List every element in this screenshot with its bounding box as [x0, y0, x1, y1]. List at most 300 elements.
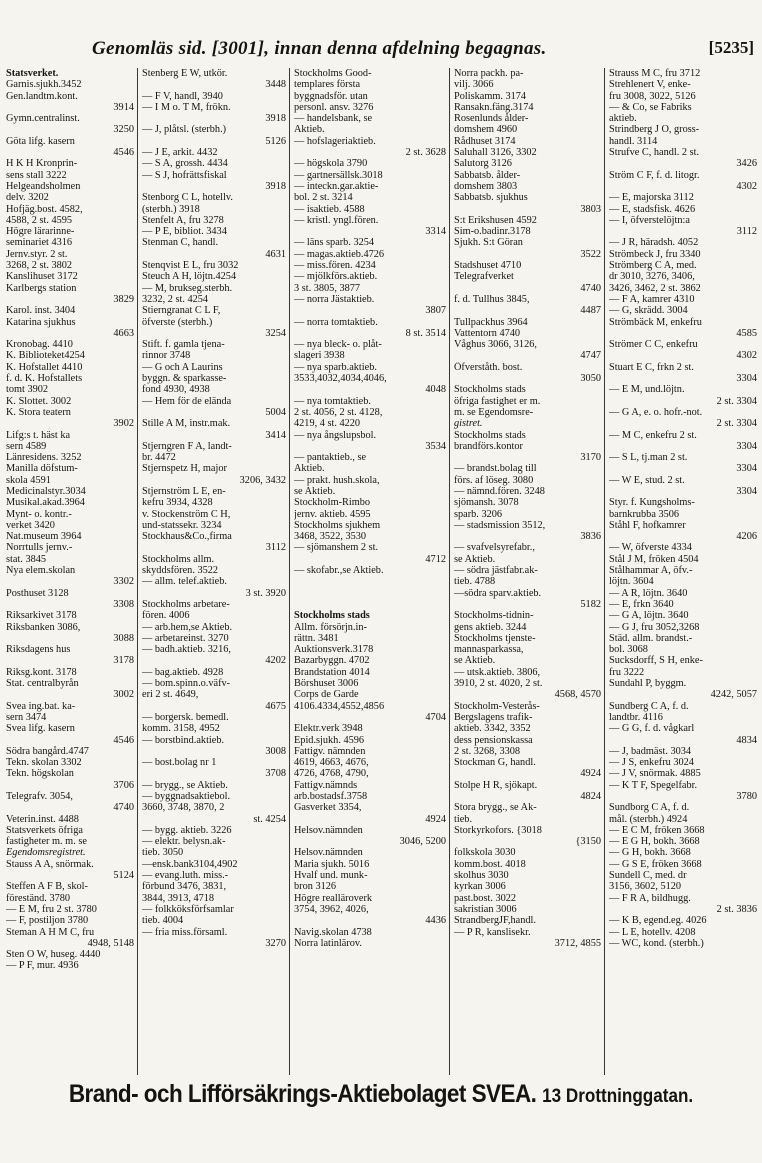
directory-entry-line: Hvalf und. munk- [294, 870, 368, 882]
directory-entry-line: Epid.sjukh. 4596 [294, 734, 365, 746]
directory-entry-line: Mynt- o. kontr.- [6, 508, 72, 520]
directory-entry-line: 4948, 5148 [87, 937, 134, 949]
directory-entry-line: Öfverståth. bost. [454, 361, 523, 373]
directory-entry-line: 4568, 4570 [554, 689, 601, 701]
directory-entry-line: gens aktieb. 3244 [454, 621, 527, 633]
directory-entry-line: — G A, e. o. hofr.-not. [609, 406, 703, 418]
directory-entry-line: Gen.landtm.kont. [6, 90, 78, 102]
directory-entry-line: — norra Jästaktieb. [294, 293, 375, 305]
directory-entry-line: 3836 [580, 531, 601, 543]
directory-entry-line: bol. 2 st. 3214 [294, 192, 353, 204]
directory-entry-line: br. 4472 [142, 452, 176, 464]
directory-entry-line: — F, postiljon 3780 [6, 915, 89, 927]
directory-entry-line: 4834 [736, 734, 757, 746]
directory-entry-line: Stift. f. gamla tjena- [142, 339, 225, 351]
directory-entry-line: förs. af löseg. 3080 [454, 474, 534, 486]
directory-entry-line: Rosenlunds ålder- [454, 113, 529, 125]
directory-entry-line: Maria sjukh. 5016 [294, 858, 370, 870]
directory-entry-line: 3250 [113, 124, 134, 136]
directory-entry-line: stat. 3845 [6, 553, 47, 565]
directory-entry-line: Stenberg E W, utkör. [142, 68, 228, 79]
directory-entry-line: — gartnersällsk.3018 [294, 169, 383, 181]
directory-entry-line: 3170 [580, 452, 601, 464]
directory-entry-line: 4712 [425, 553, 446, 565]
directory-entry-line: 3304 [736, 373, 757, 385]
directory-entry-line: Vattentorn 4740 [454, 327, 521, 339]
directory-entry-line: dess pensionskassa [454, 734, 533, 746]
directory-entry-line: kefru 3934, 4328 [142, 497, 213, 509]
directory-entry-line: Stierngranat C L F, [142, 305, 221, 317]
directory-entry-line: tomt 3902 [6, 384, 49, 396]
directory-entry-line: 3002 [113, 689, 134, 701]
directory-entry-line: 2 st. 4056, 2 st. 4128, [294, 406, 383, 418]
directory-entry-line: 2 st. 3304 [716, 395, 757, 407]
directory-entry-line: Stjernspetz H, major [142, 463, 227, 475]
directory-entry-line: — I, öfverstelöjtn:a [609, 214, 690, 226]
directory-entry-line: — G och A Laurins [142, 361, 223, 373]
directory-entry-line: — bost.bolag nr 1 [142, 757, 217, 769]
directory-entry-line: komm.bost. 4018 [454, 858, 526, 870]
directory-column-3 [290, 68, 450, 1075]
directory-entry-line: — stadsmission 3512, [454, 519, 546, 531]
directory-entry-line: — P R, kanslisekr. [454, 926, 531, 938]
directory-entry-line: — E, frkn 3640 [609, 598, 674, 610]
directory-entry-line: Stockman G, handl. [454, 757, 536, 769]
directory-entry-line: — M, brukseg.sterbh. [142, 282, 233, 294]
directory-entry-line: — sjömanshem 2 st. [294, 542, 379, 554]
directory-entry-line: 3414 [265, 429, 286, 441]
directory-entry-line: domshem 3803 [454, 180, 518, 192]
directory-entry-line: personl. ansv. 3276 [294, 101, 374, 113]
directory-entry-line: — E M, fru 2 st. 3780 [6, 903, 97, 915]
directory-entry-line: 2 st. 3836 [716, 903, 757, 915]
directory-entry-line: — S L, tj.man 2 st. [609, 452, 688, 464]
directory-entry-line: — M C, enkefru 2 st. [609, 429, 697, 441]
directory-entry-line: vilj. 3066 [454, 79, 494, 91]
directory-entry-line: Sim-o.badinr.3178 [454, 226, 531, 238]
directory-entry-line: Strömberg C A, med. [609, 260, 697, 272]
directory-entry-line: — evang.luth. miss.- [142, 870, 229, 882]
directory-entry-line: Stuart E C, frkn 2 st. [609, 361, 694, 373]
directory-entry-line: seminariet 4316 [6, 237, 73, 249]
directory-entry-line: fru 3008, 3022, 5126 [609, 90, 696, 102]
directory-entry-line: — bag.aktieb. 4928 [142, 666, 224, 678]
directory-column-4 [450, 68, 605, 1075]
directory-entry-line: Sundell C, med. dr [609, 870, 687, 882]
directory-entry-line: — E M, und.löjtn. [609, 384, 685, 396]
directory-entry-line: 5124 [113, 870, 134, 882]
directory-entry-line: Telegrafv. 3054, [6, 791, 73, 802]
directory-entry-line: — A R, löjtn. 3640 [609, 587, 688, 599]
directory-entry-line: Stålhammar A, öfv.- [609, 565, 693, 577]
directory-entry-line: Tekn. högskolan [6, 768, 74, 780]
directory-entry-line: — brandst.bolag till [454, 463, 537, 475]
directory-entry-line: — E C M, fröken 3668 [609, 824, 705, 836]
directory-entry-line: — J R, häradsh. 4052 [609, 237, 699, 249]
directory-entry-line: 3008 [265, 745, 286, 757]
directory-entry-line: 3112 [265, 542, 286, 554]
directory-entry-line: tieb. [454, 813, 473, 825]
directory-entry-line: 4206 [736, 531, 757, 543]
directory-entry-line: Norra packh. pa- [454, 68, 524, 79]
directory-entry-line: 4619, 4663, 4676, [294, 757, 369, 769]
directory-entry-line: 4631 [265, 248, 286, 260]
directory-entry-line: — handelsbank, se [294, 113, 373, 125]
directory-entry-line: — isaktieb. 4588 [294, 203, 365, 215]
directory-entry-line: 3232, 2 st. 4254 [142, 293, 209, 305]
directory-entry-line: tieb. 3050 [142, 847, 184, 859]
directory-entry-line: 3088 [113, 632, 134, 644]
directory-entry-line: K. Slottet. 3002 [6, 395, 72, 407]
directory-entry-line: Storkyrkofors. {3018 [454, 824, 542, 836]
directory-entry-line: K. Biblioteket4254 [6, 350, 85, 362]
directory-entry-line: 3522 [580, 248, 601, 260]
directory-entry-line: Stockholm-Rimbo [294, 497, 371, 509]
directory-entry-line: Katarina sjukhus [6, 316, 76, 328]
directory-entry-line: Strauss M C, fru 3712 [609, 68, 701, 79]
directory-entry-line: Salutorg 3126 [454, 158, 512, 170]
directory-entry-line: 4106.4334,4552,4856 [294, 700, 385, 712]
directory-entry-line: — borgersk. bemedl. [142, 711, 229, 723]
directory-entry-line: Riksarkivet 3178 [6, 610, 77, 622]
directory-entry-line: Rådhuset 3174 [454, 135, 516, 147]
directory-entry-line: Ransakn.fäng.3174 [454, 101, 534, 113]
directory-entry-line: — G S E, fröken 3668 [609, 858, 702, 870]
directory-entry-line: 3304 [736, 440, 757, 452]
directory-column-5 [605, 68, 760, 1075]
directory-entry-line: 4824 [580, 791, 601, 802]
directory-entry-line: Högre lärarinne- [6, 226, 75, 238]
directory-entry-line: — F V, handl, 3940 [142, 90, 223, 102]
directory-entry-line: Elektr.verk 3948 [294, 723, 363, 735]
directory-entry-line: Gasverket 3354, [294, 802, 362, 814]
directory-entry-line: gistret. [454, 418, 483, 430]
directory-entry-line: Navig.skolan 4738 [294, 926, 372, 938]
directory-entry-line: 3050 [580, 373, 601, 385]
directory-entry-line: skola 4591 [6, 474, 51, 486]
directory-entry-line: 3712, 4855 [554, 937, 601, 949]
directory-entry-line: templares första [294, 79, 361, 91]
directory-entry-line: Stjerngren F A, landt- [142, 440, 232, 452]
directory-entry-line: Strindberg J O, gross- [609, 124, 700, 136]
directory-entry-line: Aktieb. [294, 124, 325, 136]
directory-entry-line: Fattigv. nämnden [294, 745, 366, 757]
directory-entry-line: — arbetareinst. 3270 [142, 632, 229, 644]
directory-entry-line: 3807 [425, 305, 446, 317]
directory-entry-line: K. Stora teatern [6, 406, 71, 418]
directory-entry-line: jernv. aktieb. 4595 [294, 508, 371, 520]
directory-entry-line: 5182 [580, 598, 601, 610]
directory-entry-line: 3206, 3432 [239, 474, 286, 486]
directory-entry-line: bron 3126 [294, 881, 337, 893]
directory-entry-line: 3910, 2 st. 4020, 2 st. [454, 678, 543, 690]
directory-entry-line: 4436 [425, 915, 446, 927]
directory-entry-line: 3302 [113, 576, 134, 588]
directory-entry-line: Musikal.akad.3964 [6, 497, 85, 509]
directory-entry-line: skolhus 3030 [454, 870, 509, 882]
directory-entry-line: Medicinalstyr.3034 [6, 485, 86, 497]
directory-entry-line: Karol. inst. 3404 [6, 305, 76, 317]
directory-entry-line: f. d. K. Hofstallets [6, 373, 83, 385]
directory-entry-line: Aktieb. [294, 463, 325, 475]
directory-entry-line: Sundberg C A, f. d. [609, 700, 689, 712]
directory-entry-line: 3448 [265, 79, 286, 91]
directory-entry-line: Riksbanken 3086, [6, 621, 81, 633]
directory-entry-line: — brygg., se Aktieb. [142, 779, 228, 791]
directory-entry-line: — badh.aktieb. 3216, [142, 644, 231, 656]
directory-entry-line: — nämnd.fören. 3248 [454, 485, 545, 497]
directory-entry-line: fastigheter m. m. se [6, 836, 87, 848]
directory-entry-line: 4675 [265, 700, 286, 712]
directory-entry-line: — nya sparb.aktieb. [294, 361, 377, 373]
directory-entry-line: — borstbind.aktieb. [142, 734, 225, 746]
directory-entry-line: v. Stockenström C H, [142, 508, 231, 520]
directory-entry-line: — prakt. hush.skola, [294, 474, 380, 486]
directory-entry-line: Auktionsverk.3178 [294, 644, 374, 656]
directory-entry-line: Stockholms sjukhem [294, 519, 381, 531]
directory-entry-line: 4663 [113, 327, 134, 339]
directory-entry-line: 8 st. 3514 [405, 327, 446, 339]
insurance-advertisement [38, 1080, 724, 1120]
directory-entry-line: 3 st. 3805, 3877 [294, 282, 361, 294]
directory-entry-line: öfverste (sterbh.) [142, 316, 213, 328]
directory-entry-line: Poliskamm. 3174 [454, 90, 527, 102]
directory-entry-line: Bazarbyggn. 4702 [294, 655, 370, 667]
directory-entry-line: — folkköksförfsamlar [142, 903, 234, 915]
directory-entry-line: byggn. & sparkasse- [142, 373, 227, 385]
directory-entry-line: arb.bostadsf.3758 [294, 791, 368, 802]
directory-entry-line: Corps de Garde [294, 689, 359, 701]
directory-entry-line: Veterin.inst. 4488 [6, 813, 79, 825]
directory-entry-line: 3304 [736, 463, 757, 475]
directory-entry-line: Göta lifg. kasern [6, 135, 75, 147]
directory-entry-line: — allm. telef.aktieb. [142, 576, 227, 588]
directory-entry-line: 3112 [736, 226, 757, 238]
directory-entry-line: past.bost. 3022 [454, 892, 517, 904]
directory-entry-line: — elektr. belysn.ak- [142, 836, 226, 848]
directory-entry-line: Svea ing.bat. ka- [6, 700, 76, 712]
directory-entry-line: —ensk.bank3104,4902 [142, 858, 238, 870]
directory-entry-line: Nya elem.skolan [6, 565, 76, 577]
directory-entry-line: se Aktieb. [454, 655, 496, 667]
directory-entry-line: {3150 [575, 836, 601, 848]
directory-entry-line: 2 st. 3628 [405, 147, 446, 159]
directory-entry-line: byggnadsför. utan [294, 90, 368, 102]
directory-entry-line: föreständ. 3780 [6, 892, 71, 904]
directory-entry-line: — K T F, Spegelfabr. [609, 779, 698, 791]
directory-entry-line: Sabbatsb. sjukhus [454, 192, 528, 204]
directory-entry-line: Statsverkets öfriga [6, 824, 83, 836]
advert-address: 13 Drottninggatan. [542, 1086, 694, 1107]
directory-entry-line: — G G, f. d. vågkarl [609, 723, 695, 735]
directory-entry-line: Lifg:s t. häst ka [6, 429, 71, 441]
directory-entry-line: 5004 [265, 406, 286, 418]
directory-entry-line: 3918 [265, 180, 286, 192]
directory-entry-line: — nya bleck- o. plåt- [294, 339, 382, 351]
directory-entry-line: domshem 4960 [454, 124, 518, 136]
directory-entry-line: skyddsfören. 3522 [142, 565, 219, 577]
directory-entry-line: — bygg. aktieb. 3226 [142, 824, 232, 836]
directory-entry-line: 3660, 3748, 3870, 2 [142, 802, 225, 814]
directory-entry-line: — svafvelsyrefabr., [454, 542, 535, 554]
directory-entry-line: 3844, 3913, 4718 [142, 892, 215, 904]
directory-entry-line: öfriga fastighet er m. [454, 395, 541, 407]
directory-entry-line: — högskola 3790 [294, 158, 368, 170]
directory-entry-line: 3534 [425, 440, 446, 452]
directory-entry-line: Kanslihuset 3172 [6, 271, 78, 283]
directory-entry-line: 3268, 2 st. 3802 [6, 260, 73, 272]
directory-entry-line: — E G H, bokh. 3668 [609, 836, 700, 848]
directory-entry-line: Stjernström L E, en- [142, 485, 226, 497]
directory-entry-line: — E, stadsfisk. 4626 [609, 203, 696, 215]
directory-entry-line: Länresidens. 3252 [6, 452, 82, 464]
directory-entry-line: Stat. centralbyrån [6, 678, 79, 690]
directory-entry-line: StrandbergJF,handl. [454, 915, 536, 927]
directory-entry-line: Steman A H M C, fru [6, 926, 95, 938]
directory-entry-line: 3780 [736, 791, 757, 802]
directory-entry-line: Sucksdorff, S H, enke- [609, 655, 703, 667]
directory-entry-line: 3308 [113, 598, 134, 610]
directory-entry-line: kyrkan 3006 [454, 881, 506, 893]
directory-entry-line [294, 576, 446, 587]
directory-entry-line: 4219, 4 st. 4220 [294, 418, 361, 430]
directory-entry-line: — & Co, se Fabriks [609, 101, 692, 113]
directory-entry-line: Stål J M, fröken 4504 [609, 553, 699, 565]
directory-entry-line: 4924 [425, 813, 446, 825]
directory-entry-line: 4546 [113, 147, 134, 159]
directory-entry-line: — G J, fru 3052,3268 [609, 621, 700, 633]
directory-entry-line: löjtn. 3604 [609, 576, 654, 588]
directory-entry-line: Stolpe H R, sjökapt. [454, 779, 538, 791]
directory-entry-line: 4487 [580, 305, 601, 317]
directory-entry-line: Allm. försörjn.in- [294, 621, 367, 633]
directory-entry-line: (sterbh.) 3918 [142, 203, 200, 215]
directory-entry-line: —södra sparv.aktieb. [454, 587, 542, 599]
directory-entry-line: 4302 [736, 350, 757, 362]
directory-entry-line: Hofjäg.bost. 4582, [6, 203, 83, 215]
page-number: [5235] [708, 38, 754, 57]
directory-entry-line: 4202 [265, 655, 286, 667]
directory-entry-line: Stenman C, handl. [142, 237, 219, 249]
directory-entry-line: — fria miss.församl. [142, 926, 228, 938]
directory-entry-line: 3468, 3522, 3530 [294, 531, 367, 543]
directory-columns [2, 68, 760, 1075]
directory-entry-line: — miss.fören. 4234 [294, 260, 376, 272]
directory-entry-line: sakristian 3006 [454, 903, 517, 915]
directory-entry-line: verket 3420 [6, 519, 55, 531]
directory-entry-line: — läns sparb. 3254 [294, 237, 375, 249]
directory-entry-line: Sabbatsb. ålder- [454, 169, 521, 181]
directory-entry-line: 4740 [113, 802, 134, 814]
directory-entry-line: 3706 [113, 779, 134, 791]
directory-entry-line: — W E, stud. 2 st. [609, 474, 685, 486]
directory-entry-line: aktieb. 3342, 3352 [454, 723, 531, 735]
directory-entry-line: Brandstation 4014 [294, 666, 370, 678]
directory-entry-line: 3708 [265, 768, 286, 780]
directory-entry-line: 3829 [113, 293, 134, 305]
directory-column-2 [138, 68, 290, 1075]
directory-entry-line: 4704 [425, 711, 446, 723]
directory-entry-line: rättn. 3481 [294, 632, 339, 644]
directory-entry-line: — norra tomtaktieb. [294, 316, 378, 328]
directory-entry-line: 4726, 4768, 4790, [294, 768, 369, 780]
directory-entry-line: Stockholms stads [454, 384, 526, 396]
directory-entry-line: Stadshuset 4710 [454, 260, 522, 272]
directory-entry-line: Södra bangård.4747 [6, 745, 89, 757]
directory-entry-line: se Aktieb. [294, 485, 336, 497]
directory-entry-line: — G, skrädd. 3004 [609, 305, 688, 317]
directory-entry-line: Våghus 3066, 3126, [454, 339, 537, 351]
directory-entry-line: 3803 [580, 203, 601, 215]
directory-entry-line: Statsverket. [6, 68, 59, 79]
directory-entry-line: — J V, snörmak. 4885 [609, 768, 701, 780]
directory-entry-line: — kristl. yngl.fören. [294, 214, 379, 226]
directory-entry-line: Karlbergs station [6, 282, 77, 294]
directory-entry-line: mannasparkassa, [454, 644, 524, 656]
directory-entry-line: Stille A M, instr.mak. [142, 418, 231, 430]
directory-entry-line: Stockholms tjenste- [454, 632, 536, 644]
directory-entry-line: Garnis.sjukh.3452 [6, 79, 82, 91]
directory-entry-line: Börshuset 3006 [294, 678, 359, 690]
directory-entry-line: fru 3222 [609, 666, 645, 678]
directory-entry-line: — skofabr.,se Aktieb. [294, 565, 384, 577]
directory-entry-line: mål. (sterbh.) 4924 [609, 813, 688, 825]
directory-entry-line: — K B, egend.eg. 4026 [609, 915, 707, 927]
directory-entry-line: 4546 [113, 734, 134, 746]
directory-entry-line: — E, majorska 3112 [609, 192, 694, 204]
directory-entry-line: Högre realläroverk [294, 892, 373, 904]
directory-entry-line: — pantaktieb., se [294, 452, 367, 464]
advert-text: Brand- och Lifförsäkrings-Aktiebolaget SVEA. [68, 1080, 537, 1108]
directory-entry-line: Bergslagens trafik- [454, 711, 533, 723]
directory-entry-line: sens stall 3222 [6, 169, 67, 181]
directory-entry-line: Styr. f. Kungsholms- [609, 497, 695, 509]
directory-entry-line: — S J, hofrättsfiskal [142, 169, 227, 181]
directory-entry-line: — G A, löjtn. 3640 [609, 610, 689, 622]
directory-entry-line: Posthuset 3128 [6, 587, 69, 599]
directory-entry-line: Stockholms arbetare- [142, 598, 230, 610]
directory-entry-line: Stenborg C L, hotellv. [142, 192, 233, 204]
directory-entry-line: Manilla döfstum- [6, 463, 78, 475]
directory-entry-line: delv. 3202 [6, 192, 49, 204]
directory-entry-line: fond 4930, 4938 [142, 384, 210, 396]
directory-entry-line: Egendomsregistret. [6, 847, 86, 859]
directory-entry-line [294, 599, 446, 610]
directory-entry-line: Stockhaus&Co.,firma [142, 531, 232, 543]
directory-entry-line: 3178 [113, 655, 134, 667]
directory-entry-line: Stora brygg., se Ak- [454, 802, 537, 814]
directory-entry-line: S:t Erikshusen 4592 [454, 214, 537, 226]
directory-entry-line: 4585 [736, 327, 757, 339]
directory-entry-line: Stockholm-Vesterås- [454, 700, 540, 712]
directory-entry-line: Ström C F, f. d. litogr. [609, 169, 700, 181]
directory-entry-line: K. Hofstallet 4410 [6, 361, 83, 373]
directory-entry-line: Norra latinlärov. [294, 937, 362, 949]
directory-entry-line: fören. 4006 [142, 610, 190, 622]
directory-entry-line: f. d. Tullhus 3845, [454, 293, 530, 305]
directory-column-1 [2, 68, 138, 1075]
directory-entry-line: 3918 [265, 113, 286, 125]
directory-entry-line: eri 2 st. 4649, [142, 689, 199, 701]
directory-entry-line: Stockholms allm. [142, 553, 215, 565]
directory-entry-line: Helsov.nämnden [294, 824, 363, 836]
directory-entry-line: Steuch A H, löjtn.4254 [142, 271, 237, 283]
directory-entry-line: Tekn. skolan 3302 [6, 757, 82, 769]
directory-entry-line: tieb. 4004 [142, 915, 184, 927]
directory-entry-line: 3 st. 3920 [245, 587, 286, 599]
directory-entry-line: 3254 [265, 327, 286, 339]
directory-entry-line: folkskola 3030 [454, 847, 516, 859]
